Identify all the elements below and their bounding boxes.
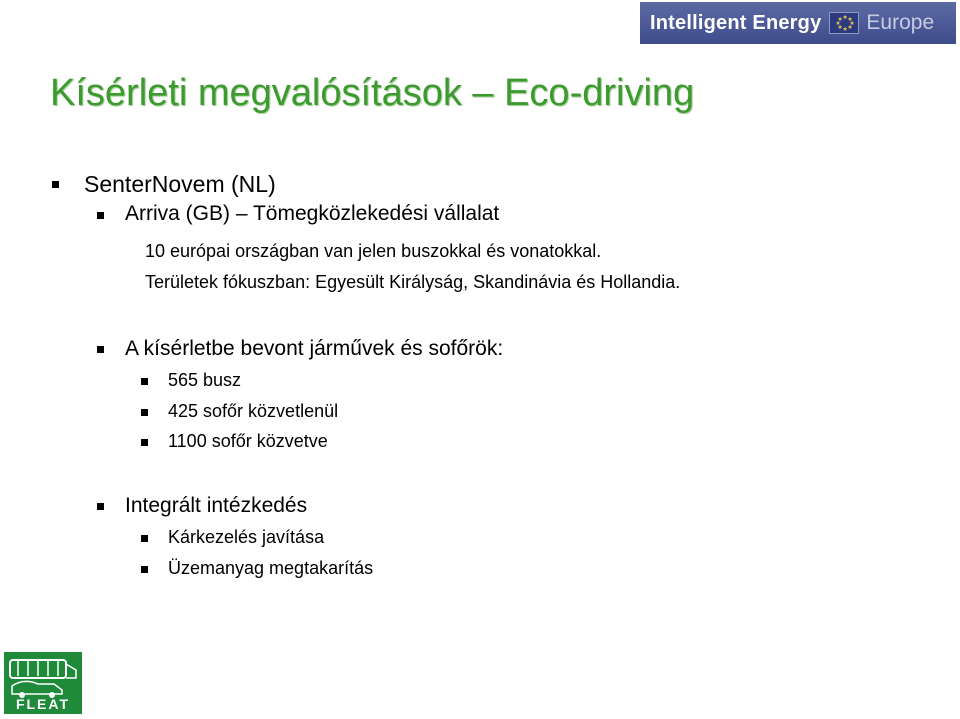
sub-item-fuel-saving: Üzemanyag megtakarítás xyxy=(168,558,374,578)
bullet-square-icon xyxy=(97,503,104,510)
intelligent-energy-banner xyxy=(640,2,956,44)
bullet-square-icon xyxy=(97,346,104,353)
bullet-arriva: Arriva (GB) – Tömegközlekedési vállalat xyxy=(125,202,500,225)
bullet-square-icon xyxy=(141,439,148,446)
bullet-square-icon xyxy=(141,535,148,542)
eu-flag-icon: ★ ★ ★ ★ ★ ★ ★ ★ xyxy=(829,12,859,34)
fleat-logo xyxy=(4,652,82,714)
sub-item-damage-management: Kárkezelés javítása xyxy=(168,527,325,547)
bullet-senternovem: SenterNovem (NL) xyxy=(84,171,276,197)
sub-item-indirect-drivers: 1100 sofőr közvetve xyxy=(168,431,328,451)
bullet-integrated-measures: Integrált intézkedés xyxy=(125,494,308,517)
bullet-vehicles-drivers: A kísérletbe bevont járművek és sofőrök: xyxy=(125,337,504,360)
arriva-description-2: Területek fókuszban: Egyesült Királyság, Skandinávia és Hollandia. xyxy=(145,272,681,292)
arriva-description-1: 10 európai országban van jelen buszokkal és vonatokkal. xyxy=(145,241,602,261)
bullet-square-icon xyxy=(97,212,104,219)
brand-sub: Europe xyxy=(866,11,935,34)
sub-item-buses: 565 busz xyxy=(168,370,242,390)
fleat-logo-text: FLEAT xyxy=(15,696,71,712)
slide-title: Kísérleti megvalósítások – Eco-driving xyxy=(50,72,695,114)
bullet-square-icon xyxy=(141,566,148,573)
brand-main: Intelligent Energy xyxy=(650,11,822,34)
bullet-square-icon xyxy=(141,378,148,385)
sub-item-direct-drivers: 425 sofőr közvetlenül xyxy=(168,401,339,421)
bullet-square-icon xyxy=(141,409,148,416)
bullet-square-icon xyxy=(52,181,59,188)
